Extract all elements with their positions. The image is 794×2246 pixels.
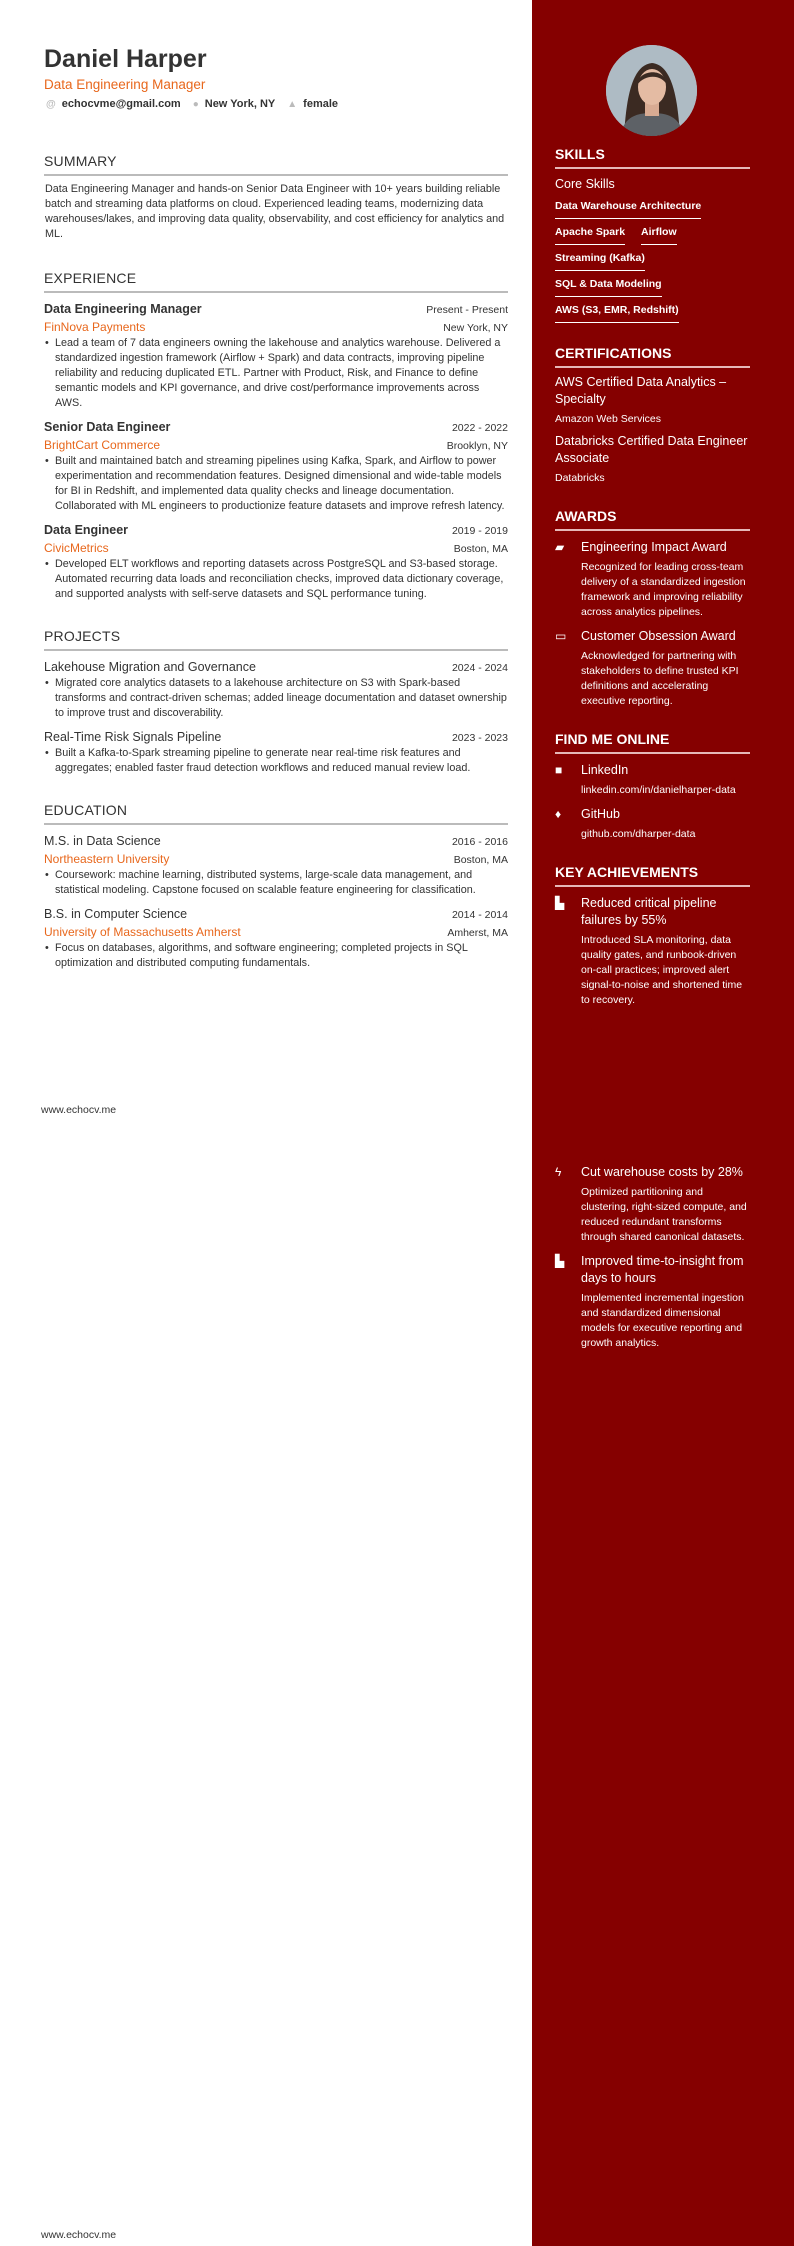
project-title: Lakehouse Migration and Governance [44, 660, 256, 674]
job-location: Brooklyn, NY [446, 440, 508, 452]
certification-name: AWS Certified Data Analytics – Specialty [555, 375, 727, 406]
award-title: Engineering Impact Award [581, 540, 727, 554]
certification-issuer: Amazon Web Services [555, 413, 662, 425]
email[interactable]: echocvme@gmail.com [61, 98, 181, 110]
achievement-item [555, 1253, 750, 1351]
job-title: Senior Data Engineer [44, 420, 171, 434]
comment-icon: ▰ [555, 540, 565, 554]
footer-link[interactable]: www.echocv.me [41, 1104, 117, 1116]
job-bullet: • Developed ELT workflows and reporting datasets across PostgreSQL and S3-based storage. Automated recurring data loads and reconciliation checks, improved data dictionary coverage, and supported analysts with self-serve datasets and SQL performance tuning. [44, 557, 508, 602]
job-title: Data Engineering Manager [44, 302, 202, 316]
online-item [555, 806, 750, 842]
job-bullet: • Lead a team of 7 data engineers owning the lakehouse and analytics warehouse. Delivered a standardized ingestion framework (Airflow + Spark) and data contracts, improving pipeline reliability and reducing duplicated ETL. Partner with Product, Risk, and Finance to define semantic models and KPI governance, and drive cost/performance improvements across AWS. [44, 336, 508, 411]
projects-heading: PROJECTS [44, 628, 508, 651]
location-pin-icon: ● [192, 98, 199, 110]
achievement-description: Implemented incremental ingestion and standardized dimensional models for executive reporting and growth analytics. [581, 1292, 744, 1349]
job-bullet: • Built and maintained batch and streaming pipelines using Kafka, Spark, and Airflow to power experimentation and recommendation features. Designed dimensional and wide-table models for BI in Redshift, and implemented data quality checks and lineage documentation. Collaborated with ML engineers to productionize feature datasets and improve refresh latency. [44, 454, 508, 514]
project-dates: 2024 - 2024 [451, 662, 508, 674]
chart-file-icon: ▙ [555, 896, 565, 910]
project-item [44, 658, 508, 721]
skill-tag: Apache Spark [555, 223, 625, 245]
candidate-title: Data Engineering Manager [44, 77, 206, 92]
candidate-name: Daniel Harper [44, 45, 207, 73]
skill-tag: Streaming (Kafka) [555, 249, 645, 271]
award-description: Acknowledged for partnering with stakeholders to define trusted KPI definitions and accelerating executive reporting. [581, 650, 739, 707]
skill-tag: SQL & Data Modeling [555, 275, 662, 297]
job-location: New York, NY [443, 322, 508, 334]
certifications-heading: CERTIFICATIONS [555, 345, 750, 368]
online-url[interactable]: linkedin.com/in/danielharper-data [581, 784, 736, 796]
award-title: Customer Obsession Award [581, 629, 736, 643]
profile-photo [606, 45, 697, 136]
project-item [44, 728, 508, 776]
degree: B.S. in Computer Science [44, 907, 188, 921]
footer-link[interactable]: www.echocv.me [41, 2229, 117, 2241]
school-location: Boston, MA [453, 854, 508, 866]
school-location: Amherst, MA [447, 927, 508, 939]
summary-heading: SUMMARY [44, 153, 508, 176]
project-dates: 2023 - 2023 [451, 732, 508, 744]
online-heading: FIND ME ONLINE [555, 731, 750, 754]
certification-issuer: Databricks [555, 472, 605, 484]
skills-group-label: Core Skills [555, 177, 615, 191]
school: University of Massachusetts Amherst [44, 925, 241, 939]
achievement-description: Introduced SLA monitoring, data quality gates, and runbook-driven on-call practices; improved alert signal-to-noise and shortened time to recovery. [581, 934, 743, 1006]
job-title: Data Engineer [44, 523, 129, 537]
award-description: Recognized for leading cross-team delivery of a standardized ingestion framework and improving reliability across analytics pipelines. [581, 561, 746, 618]
education-dates: 2014 - 2014 [451, 909, 508, 921]
project-bullet: • Built a Kafka-to-Spark streaming pipeline to generate near real-time risk features and aggregates; enabled faster fraud detection workflows and reduced manual review load. [44, 746, 508, 776]
school: Northeastern University [44, 852, 170, 866]
online-url[interactable]: github.com/dharper-data [581, 828, 696, 840]
at-icon: @ [46, 98, 56, 110]
experience-item [44, 300, 508, 411]
skill-tag: Airflow [641, 223, 677, 245]
achievement-title: Improved time-to-insight from days to hours [581, 1254, 744, 1285]
sidebar-page2 [555, 1164, 750, 1351]
certification-name: Databricks Certified Data Engineer Associate [555, 434, 748, 465]
company: CivicMetrics [44, 541, 109, 555]
awards-heading: AWARDS [555, 508, 750, 531]
summary-text: Data Engineering Manager and hands-on Senior Data Engineer with 10+ years building reliable batch and streaming data platforms on cloud. Experienced leading teams, modernizing data warehouses/lakes, and improving data quality, observability, and cost efficiency for analytics and ML. [45, 183, 505, 240]
achievement-title: Cut warehouse costs by 28% [581, 1165, 743, 1179]
achievements-heading: KEY ACHIEVEMENTS [555, 864, 750, 887]
contact-row [46, 98, 508, 110]
job-dates: 2019 - 2019 [451, 525, 508, 537]
degree: M.S. in Data Science [44, 834, 161, 848]
chart-file-icon: ▙ [555, 1254, 565, 1268]
education-dates: 2016 - 2016 [451, 836, 508, 848]
education-heading: EDUCATION [44, 802, 508, 825]
project-title: Real-Time Risk Signals Pipeline [44, 730, 222, 744]
education-item [44, 832, 508, 898]
experience-item [44, 521, 508, 602]
achievement-description: Optimized partitioning and clustering, right-sized compute, and reduced redundant transforms through shared canonical datasets. [581, 1186, 747, 1243]
skills-heading: SKILLS [555, 146, 750, 169]
skill-tag: Data Warehouse Architecture [555, 197, 701, 219]
main-column [44, 44, 508, 971]
achievement-item [555, 1164, 750, 1245]
job-location: Boston, MA [453, 543, 508, 555]
company: BrightCart Commerce [44, 438, 161, 452]
user-icon: ▲ [287, 98, 298, 110]
calendar-icon: ▭ [555, 629, 567, 643]
skill-tag: AWS (S3, EMR, Redshift) [555, 301, 679, 323]
project-bullet: • Migrated core analytics datasets to a lakehouse architecture on S3 with Spark-based transforms and contract-driven schemas; added lineage documentation and dataset ownership to improve trust and discoverability. [44, 676, 508, 721]
bell-icon: ♦ [555, 807, 562, 821]
achievement-item [555, 895, 750, 1008]
education-bullet: • Coursework: machine learning, distributed systems, large-scale data management, and statistical modeling. Capstone focused on scalable feature engineering for classification. [44, 868, 508, 898]
online-item [555, 762, 750, 798]
company: FinNova Payments [44, 320, 146, 334]
sidebar-upper [555, 146, 750, 1008]
skills-list [555, 193, 750, 323]
education-bullet: • Focus on databases, algorithms, and software engineering; completed projects in SQL optimization and distributed computing fundamentals. [44, 941, 508, 971]
education-item [44, 905, 508, 971]
location: New York, NY [204, 98, 276, 110]
experience-item [44, 418, 508, 514]
online-label: LinkedIn [581, 763, 629, 777]
award-item [555, 539, 750, 620]
achievement-title: Reduced critical pipeline failures by 55% [581, 896, 717, 927]
job-dates: 2022 - 2022 [451, 422, 508, 434]
job-dates: Present - Present [426, 304, 508, 316]
briefcase-icon: ■ [555, 763, 563, 777]
bolt-icon: ϟ [555, 1165, 562, 1179]
award-item [555, 628, 750, 709]
gender: female [303, 98, 339, 110]
experience-heading: EXPERIENCE [44, 270, 508, 293]
online-label: GitHub [581, 807, 620, 821]
